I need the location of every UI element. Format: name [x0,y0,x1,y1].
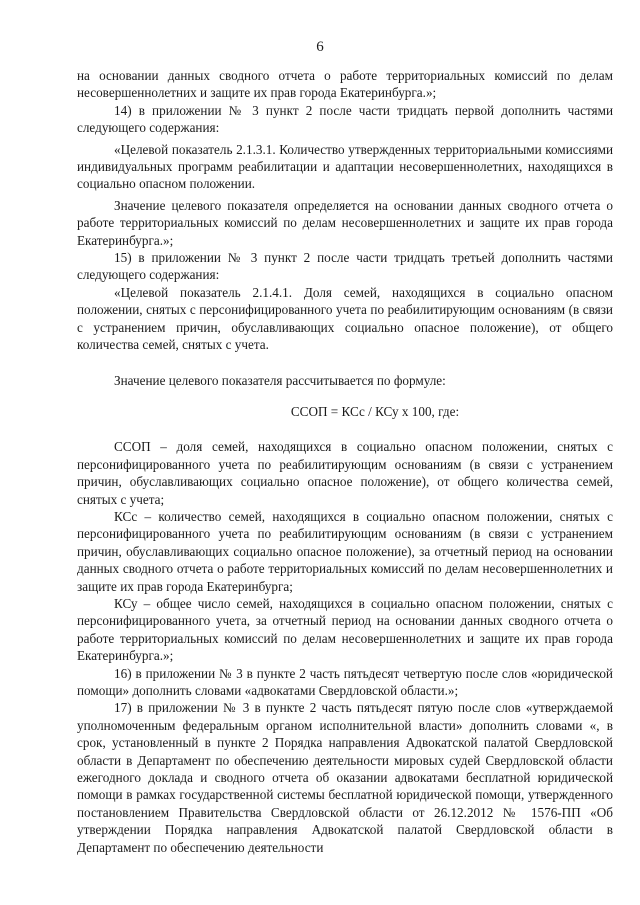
paragraph-target-2-1-3-1: «Целевой показатель 2.1.3.1. Количество утвержденных территориальными комиссиями индивидуальных программ реабилитации и адаптации несовершеннолетних, находящихся в социально опасном положении. [77,141,613,192]
document-body [77,67,613,856]
paragraph-definition-ssop: ССОП – доля семей, находящихся в социально опасном положении, снятых с персонифицированного учета по реабилитирующим основаниям (в связи с устранением причин, обуславливающих социально опасное положение), от общего количества семей, снятых с учета; [77,439,613,507]
page-number: 6 [316,39,324,55]
paragraph-target-2-1-4-1: «Целевой показатель 2.1.4.1. Доля семей, находящихся в социально опасном положении, снятых с персонифицированного учета по реабилитирующим основаниям (в связи с устранением причин, обуславливающих социально опасное положение), от общего количества семей, снятых с учета. [77,284,613,353]
paragraph-item-15: 15) в приложении № 3 пункт 2 после части тридцать третьей дополнить частями следующего содержания: [77,250,613,283]
paragraph-definition-kss: КСс – количество семей, находящихся в социально опасном положении, снятых с персонифицированного учета по реабилитирующим основаниям (в связи с устранением причин, обуславливающих социально опасное положение), за отчетный период на основании данных сводного отчета о работе территориальных комиссий по делам несовершеннолетних и защите их прав города Екатеринбурга; [77,508,613,594]
paragraph-formula-intro: Значение целевого показателя рассчитывается по формуле: [114,372,446,388]
formula: ССОП = КСс / КСу х 100, где: [290,403,460,419]
paragraph-continuation: на основании данных сводного отчета о работе территориальных комиссий по делам несовершеннолетних и защите их прав города Екатеринбурга.»; [77,68,613,101]
paragraph-item-16: 16) в приложении № 3 в пункте 2 часть пятьдесят четвертую после слов «юридической помощи» дополнить словами «адвокатами Свердловской области.»; [77,665,613,698]
paragraph-item-17: 17) в приложении № 3 в пункте 2 часть пятьдесят пятую после слов «утверждаемой уполномоченным федеральным органом исполнительной власти» дополнить словами «, в срок, установленный в пункте 2 Порядка направления Адвокатской палатой Свердловской области в Департамент по обеспечению деятельности мировых судей Свердловской области ежегодного доклада и сводного отчета об оказании адвокатами бесплатной юридической помощи в рамках государственной системы бесплатной юридической помощи, утвержденного постановлением Правительства Свердловской области от 26.12.2012 № 1576-ПП «Об утверждении Порядка направления Адвокатской палатой Свердловской области в Департамент по обеспечению деятельности [77,700,613,855]
paragraph-item-14: 14) в приложении № 3 пункт 2 после части тридцать первой дополнить частями следующего содержания: [77,102,613,136]
paragraph-definition-ksu: КСу – общее число семей, находящихся в социально опасном положении, снятых с персонифицированного учета, за отчетный период на основании данных сводного отчета о работе территориальных комиссий по делам несовершеннолетних и защите их прав города Екатеринбурга.»; [77,595,613,664]
paragraph-target-value-1: Значение целевого показателя определяется на основании данных сводного отчета о работе территориальных комиссий по делам несовершеннолетних и защите их прав города Екатеринбурга.»; [77,197,613,248]
